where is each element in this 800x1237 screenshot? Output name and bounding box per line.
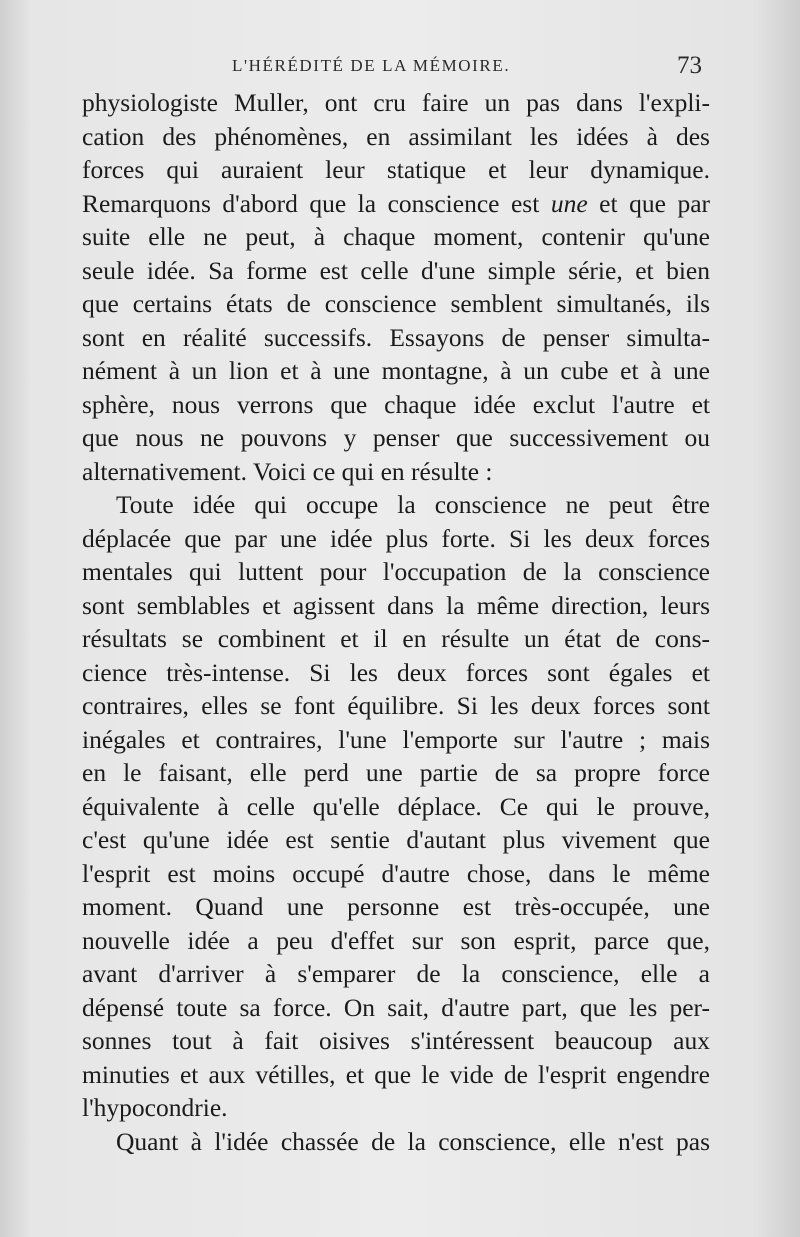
text-line: avant d'arriver à s'emparer de la conscience, elle a bbox=[82, 959, 710, 988]
text-line: alternativement. Voici ce qui en résulte : bbox=[82, 456, 493, 486]
text-line: minuties et aux vétilles, et que le vide de l'esprit engendre bbox=[82, 1059, 710, 1089]
text-line: en le faisant, elle perd une partie de sa propre force bbox=[82, 758, 710, 787]
text-line: nément à un lion et à une montagne, à un cube et à une bbox=[82, 356, 710, 385]
text-line: physiologiste Muller, ont cru faire un pas dans l'expli- bbox=[82, 88, 710, 117]
text-line: sonnes tout à fait oisives s'intéressent beaucoup aux bbox=[82, 1026, 710, 1055]
text-line bbox=[82, 187, 710, 221]
text-line: forces qui auraient leur statique et leur dynamique. bbox=[82, 155, 710, 184]
text-line: moment. Quand une personne est très-occupée, une bbox=[82, 892, 710, 921]
text-line: cation des phénomènes, en assimilant les idées à des bbox=[82, 121, 710, 151]
text-line: contraires, elles se font équilibre. Si les deux forces sont bbox=[82, 691, 710, 720]
text-line: suite elle ne peut, à chaque moment, contenir qu'une bbox=[82, 222, 710, 251]
text-segment: Remarquons d'abord que la conscience est bbox=[82, 188, 551, 218]
text-line: sphère, nous verrons que chaque idée exclut l'autre et bbox=[82, 389, 710, 419]
text-line: résultats se combinent et il en résulte un état de cons- bbox=[82, 624, 710, 653]
text-segment: et que par bbox=[587, 188, 710, 218]
text-line: inégales et contraires, l'une l'emporte sur l'autre ; mais bbox=[82, 724, 710, 754]
text-line: seule idée. Sa forme est celle d'une simple série, et bien bbox=[82, 255, 710, 285]
text-line: que nous ne pouvons y penser que successivement ou bbox=[82, 423, 710, 452]
text-line: cience très-intense. Si les deux forces sont égales et bbox=[82, 657, 710, 687]
text-line: l'esprit est moins occupé d'autre chose, dans le même bbox=[82, 858, 710, 888]
page-number: 73 bbox=[677, 52, 702, 79]
emphasis: une bbox=[550, 188, 588, 218]
body-text bbox=[82, 86, 710, 1158]
text-line: nouvelle idée a peu d'effet sur son esprit, parce que, bbox=[82, 925, 710, 955]
text-line: l'hypocondrie. bbox=[82, 1093, 228, 1122]
text-line: sont en réalité successifs. Essayons de penser simulta- bbox=[82, 322, 710, 352]
text-line: c'est qu'une idée est sentie d'autant plus vivement que bbox=[82, 825, 710, 854]
running-header bbox=[82, 52, 702, 82]
text-line: Quant à l'idée chassée de la conscience, elle n'est pas bbox=[116, 1126, 710, 1156]
text-line: que certains états de conscience semblent simultanés, ils bbox=[82, 289, 710, 318]
text-line: dépensé toute sa force. On sait, d'autre part, que les per- bbox=[82, 992, 710, 1022]
text-line: sont semblables et agissent dans la même direction, leurs bbox=[82, 590, 710, 620]
text-line: mentales qui luttent pour l'occupation de la conscience bbox=[82, 557, 710, 586]
running-title: L'HÉRÉDITÉ DE LA MÉMOIRE. bbox=[232, 56, 511, 75]
text-line: Toute idée qui occupe la conscience ne peut être bbox=[116, 490, 710, 519]
text-line: équivalente à celle qu'elle déplace. Ce qui le prouve, bbox=[82, 791, 710, 821]
text-line: déplacée que par une idée plus forte. Si les deux forces bbox=[82, 523, 710, 553]
